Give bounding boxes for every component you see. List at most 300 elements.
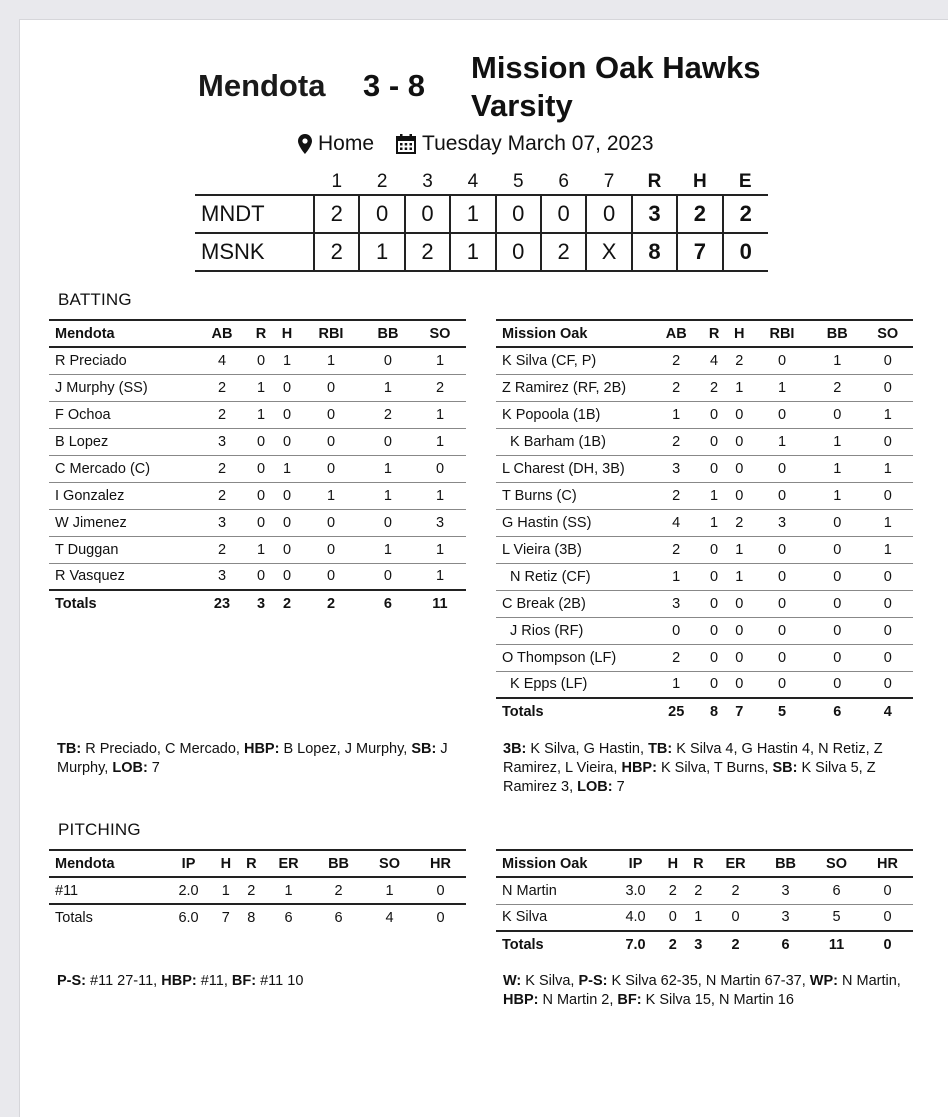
- note-label: WP:: [809, 973, 838, 989]
- totals-cell: 7: [727, 698, 752, 725]
- batting-row: [496, 374, 913, 401]
- stat-cell: 0: [752, 455, 812, 482]
- totals-row: [496, 698, 913, 725]
- totals-cell: 4: [364, 904, 415, 931]
- stat-cell: 1: [414, 428, 466, 455]
- totals-cell: 6: [760, 931, 811, 958]
- batting-row: [496, 617, 913, 644]
- final-score: 3 - 8: [363, 68, 426, 103]
- batting-row: [496, 347, 913, 374]
- stat-cell: 0: [752, 482, 812, 509]
- pitching-section-title: PITCHING: [58, 820, 141, 839]
- stat-cell: 0: [300, 509, 362, 536]
- col-header: RBI: [752, 320, 812, 347]
- note-label: TB:: [57, 741, 82, 757]
- game-date: Tuesday March 07, 2023: [422, 132, 654, 155]
- totals-label: Totals: [496, 698, 651, 725]
- pitching-row: [49, 877, 466, 904]
- totals-cell: 6: [812, 698, 862, 725]
- stat-cell: 0: [274, 401, 300, 428]
- home-team-name: Mission Oak Hawks Varsity: [471, 50, 761, 123]
- stat-cell: 0: [863, 644, 914, 671]
- player-name: L Charest (DH, 3B): [496, 455, 651, 482]
- totals-row: [496, 931, 913, 958]
- stat-cell: 1: [362, 374, 414, 401]
- totals-label: Totals: [49, 904, 164, 931]
- player-name: K Popoola (1B): [496, 401, 651, 428]
- totals-cell: 7.0: [611, 931, 660, 958]
- totals-cell: 8: [701, 698, 726, 725]
- stat-cell: 2: [651, 428, 701, 455]
- stat-cell: 2: [711, 877, 760, 904]
- stat-cell: 0: [701, 455, 726, 482]
- stat-cell: 4: [701, 347, 726, 374]
- stat-cell: 3: [760, 904, 811, 931]
- totals-cell: 23: [196, 590, 248, 617]
- batting-team-header: Mendota: [49, 320, 196, 347]
- away-team-name: Mendota: [198, 68, 326, 103]
- col-header: ER: [711, 850, 760, 877]
- col-header: BB: [362, 320, 414, 347]
- errors-header: E: [738, 170, 752, 192]
- col-header: AB: [651, 320, 701, 347]
- stat-cell: 1: [362, 455, 414, 482]
- stat-cell: 0: [812, 671, 862, 698]
- inning-score: 1: [450, 233, 495, 271]
- pitching-table-home: [496, 849, 913, 958]
- hits-header: H: [692, 170, 707, 192]
- stat-cell: 0: [701, 671, 726, 698]
- stat-cell: 1: [701, 509, 726, 536]
- stat-cell: 0: [752, 590, 812, 617]
- stat-cell: 0: [274, 482, 300, 509]
- col-header: BB: [760, 850, 811, 877]
- inning-header: 2: [376, 170, 388, 192]
- total-runs: 3: [632, 195, 677, 233]
- total-hits: 2: [677, 195, 722, 233]
- batting-header-row: [49, 320, 466, 347]
- batting-row: [49, 401, 466, 428]
- note-text: #11 10: [256, 973, 304, 989]
- stat-cell: 1: [727, 374, 752, 401]
- player-name: #11: [49, 877, 164, 904]
- stat-cell: 0: [752, 617, 812, 644]
- stat-cell: 0: [248, 509, 274, 536]
- col-header: BB: [313, 850, 364, 877]
- stat-cell: 3: [196, 563, 248, 590]
- col-header: H: [274, 320, 300, 347]
- stat-cell: 0: [274, 428, 300, 455]
- stat-cell: 0: [812, 563, 862, 590]
- stat-cell: 1: [686, 904, 712, 931]
- inning-score: X: [586, 233, 631, 271]
- player-name: K Silva: [496, 904, 611, 931]
- stat-cell: 0: [300, 374, 362, 401]
- stat-cell: 0: [248, 455, 274, 482]
- note-text: K Silva,: [521, 973, 579, 989]
- stat-cell: 0: [863, 590, 914, 617]
- batting-row: [49, 509, 466, 536]
- batting-row: [496, 671, 913, 698]
- player-name: K Epps (LF): [496, 671, 651, 698]
- stat-cell: 0: [752, 347, 812, 374]
- stat-cell: 0: [752, 401, 812, 428]
- totals-cell: 3: [686, 931, 712, 958]
- stat-cell: 0: [300, 563, 362, 590]
- note-label: BF:: [231, 973, 257, 989]
- player-name: I Gonzalez: [49, 482, 196, 509]
- totals-label: Totals: [496, 931, 611, 958]
- stat-cell: 1: [812, 482, 862, 509]
- stat-cell: 0: [727, 590, 752, 617]
- stat-cell: 2: [651, 536, 701, 563]
- stat-cell: 0: [300, 536, 362, 563]
- stat-cell: 1: [812, 455, 862, 482]
- note-label: LOB:: [577, 779, 613, 795]
- stat-cell: 0: [812, 401, 862, 428]
- stat-cell: 3: [196, 428, 248, 455]
- note-text: #11 27-11,: [86, 973, 162, 989]
- stat-cell: 2: [196, 482, 248, 509]
- stat-cell: 0: [812, 617, 862, 644]
- stat-cell: 1: [264, 877, 313, 904]
- stat-cell: 0: [863, 428, 914, 455]
- batting-notes-home: [503, 740, 913, 797]
- stat-cell: 1: [362, 482, 414, 509]
- stat-cell: 0: [362, 563, 414, 590]
- inning-score: 2: [405, 233, 450, 271]
- batting-row: [496, 509, 913, 536]
- stat-cell: 0: [812, 536, 862, 563]
- stat-cell: 0: [362, 428, 414, 455]
- pitching-team-header: Mission Oak: [496, 850, 611, 877]
- stat-cell: 1: [248, 401, 274, 428]
- col-header: SO: [811, 850, 862, 877]
- pitching-header-row: [496, 850, 913, 877]
- inning-header: 1: [331, 170, 343, 192]
- stat-cell: 0: [701, 536, 726, 563]
- note-text: K Silva 15, N Martin 16: [641, 992, 794, 1008]
- col-header: HR: [415, 850, 466, 877]
- stat-cell: 2: [651, 374, 701, 401]
- inning-header: 6: [558, 170, 569, 192]
- col-header: HR: [862, 850, 913, 877]
- stat-cell: 1: [651, 671, 701, 698]
- batting-row: [49, 455, 466, 482]
- inning-score: 0: [496, 233, 541, 271]
- calendar-icon: [396, 134, 416, 154]
- stat-cell: 2: [686, 877, 712, 904]
- game-location: Home: [318, 132, 375, 155]
- totals-cell: 2: [274, 590, 300, 617]
- pitching-row: [496, 904, 913, 931]
- total-hits: 7: [677, 233, 722, 271]
- inning-header: 3: [422, 170, 433, 192]
- note-text: 7: [147, 760, 160, 776]
- player-name: K Barham (1B): [496, 428, 651, 455]
- col-header: AB: [196, 320, 248, 347]
- stat-cell: 2: [701, 374, 726, 401]
- stat-cell: 1: [362, 536, 414, 563]
- stat-cell: 0: [248, 428, 274, 455]
- stat-cell: 0: [752, 644, 812, 671]
- pitching-notes-home: [503, 972, 918, 1010]
- stat-cell: 0: [752, 536, 812, 563]
- note-label: P-S:: [578, 973, 608, 989]
- inning-header: 7: [603, 170, 615, 192]
- stat-cell: 0: [701, 644, 726, 671]
- stat-cell: 2: [196, 536, 248, 563]
- totals-cell: 6: [264, 904, 313, 931]
- note-text: K Silva, T Burns,: [656, 760, 773, 776]
- stat-cell: 0: [752, 563, 812, 590]
- batting-notes-away: [57, 740, 467, 778]
- stat-cell: 3.0: [611, 877, 660, 904]
- stat-cell: 2: [651, 644, 701, 671]
- stat-cell: 1: [701, 482, 726, 509]
- stat-cell: 0: [727, 617, 752, 644]
- inning-header: 4: [467, 170, 479, 192]
- stat-cell: 6: [811, 877, 862, 904]
- game-meta: [298, 132, 654, 156]
- stat-cell: 2.0: [164, 877, 213, 904]
- stat-cell: 3: [752, 509, 812, 536]
- stat-cell: 0: [752, 671, 812, 698]
- batting-row: [496, 455, 913, 482]
- totals-cell: 8: [239, 904, 265, 931]
- col-header: R: [701, 320, 726, 347]
- stat-cell: 0: [863, 482, 914, 509]
- stat-cell: 0: [362, 347, 414, 374]
- stat-cell: 2: [651, 347, 701, 374]
- linescore-team: MSNK: [195, 233, 314, 271]
- stat-cell: 0: [812, 590, 862, 617]
- stat-cell: 0: [727, 644, 752, 671]
- stat-cell: 4: [651, 509, 701, 536]
- stat-cell: 1: [274, 347, 300, 374]
- inning-score: 0: [586, 195, 631, 233]
- stat-cell: 2: [313, 877, 364, 904]
- stat-cell: 0: [727, 482, 752, 509]
- inning-score: 0: [541, 195, 586, 233]
- stat-cell: 1: [863, 536, 914, 563]
- inning-score: 0: [405, 195, 450, 233]
- note-text: #11,: [196, 973, 232, 989]
- stat-cell: 3: [196, 509, 248, 536]
- batting-row: [49, 428, 466, 455]
- stat-cell: 1: [213, 877, 239, 904]
- batting-row: [496, 590, 913, 617]
- player-name: B Lopez: [49, 428, 196, 455]
- stat-cell: 0: [863, 563, 914, 590]
- total-errors: 2: [723, 195, 768, 233]
- note-text: J Murphy,: [57, 741, 448, 776]
- stat-cell: 0: [248, 482, 274, 509]
- col-header: SO: [414, 320, 466, 347]
- batting-row: [496, 428, 913, 455]
- batting-row: [49, 374, 466, 401]
- note-text: K Silva 62-35, N Martin 67-37,: [607, 973, 810, 989]
- col-header: IP: [164, 850, 213, 877]
- linescore-row-away: [195, 195, 768, 233]
- note-text: N Martin,: [837, 973, 901, 989]
- stat-cell: 1: [414, 482, 466, 509]
- totals-cell: 6: [313, 904, 364, 931]
- stat-cell: 1: [274, 455, 300, 482]
- totals-cell: 11: [414, 590, 466, 617]
- batting-section-title: BATTING: [58, 290, 132, 309]
- stat-cell: 0: [274, 536, 300, 563]
- stat-cell: 1: [727, 536, 752, 563]
- stat-cell: 0: [862, 904, 913, 931]
- totals-cell: 0: [862, 931, 913, 958]
- stat-cell: 0: [812, 509, 862, 536]
- totals-cell: 2: [300, 590, 362, 617]
- note-label: P-S:: [57, 973, 86, 989]
- player-name: T Burns (C): [496, 482, 651, 509]
- player-name: C Mercado (C): [49, 455, 196, 482]
- col-header: R: [686, 850, 712, 877]
- stat-cell: 2: [414, 374, 466, 401]
- total-runs: 8: [632, 233, 677, 271]
- note-text: K Silva 4, G Hastin 4, N Retiz, Z Ramirez, L Vieira,: [503, 741, 883, 776]
- stat-cell: 1: [727, 563, 752, 590]
- stat-cell: 0: [727, 671, 752, 698]
- player-name: C Break (2B): [496, 590, 651, 617]
- linescore-corner: [195, 169, 314, 195]
- stat-cell: 0: [701, 563, 726, 590]
- stat-cell: 0: [727, 455, 752, 482]
- stat-cell: 3: [414, 509, 466, 536]
- pitching-notes-away: [57, 972, 467, 991]
- stat-cell: 1: [414, 536, 466, 563]
- batting-row: [49, 347, 466, 374]
- totals-cell: 2: [660, 931, 686, 958]
- totals-row: [49, 590, 466, 617]
- note-label: LOB:: [112, 760, 148, 776]
- runs-header: R: [647, 170, 662, 192]
- pitching-table-away: [49, 849, 466, 931]
- note-text: K Silva 5, Z Ramirez 3,: [503, 760, 876, 795]
- totals-cell: 6.0: [164, 904, 213, 931]
- stat-cell: 1: [863, 455, 914, 482]
- player-name: T Duggan: [49, 536, 196, 563]
- stat-cell: 0: [863, 347, 914, 374]
- batting-row: [496, 482, 913, 509]
- note-label: W:: [503, 973, 522, 989]
- player-name: Z Ramirez (RF, 2B): [496, 374, 651, 401]
- stat-cell: 1: [752, 374, 812, 401]
- totals-cell: 2: [711, 931, 760, 958]
- stat-cell: 1: [863, 509, 914, 536]
- totals-cell: 5: [752, 698, 812, 725]
- note-label: SB:: [411, 741, 437, 757]
- note-label: HBP:: [243, 741, 280, 757]
- col-header: SO: [863, 320, 914, 347]
- stat-cell: 4.0: [611, 904, 660, 931]
- totals-cell: 4: [863, 698, 914, 725]
- player-name: F Ochoa: [49, 401, 196, 428]
- stat-cell: 0: [300, 428, 362, 455]
- stat-cell: 3: [760, 877, 811, 904]
- note-text: R Preciado, C Mercado,: [81, 741, 244, 757]
- stat-cell: 2: [362, 401, 414, 428]
- stat-cell: 2: [196, 401, 248, 428]
- batting-row: [49, 563, 466, 590]
- total-errors: 0: [723, 233, 768, 271]
- stat-cell: 1: [300, 482, 362, 509]
- box-score-sheet: [19, 19, 948, 1117]
- player-name: G Hastin (SS): [496, 509, 651, 536]
- stat-cell: 1: [863, 401, 914, 428]
- stat-cell: 0: [248, 563, 274, 590]
- stat-cell: 0: [651, 617, 701, 644]
- stat-cell: 0: [862, 877, 913, 904]
- stat-cell: 2: [651, 482, 701, 509]
- stat-cell: 2: [660, 877, 686, 904]
- inning-score: 0: [496, 195, 541, 233]
- pitching-header-row: [49, 850, 466, 877]
- batting-row: [496, 536, 913, 563]
- stat-cell: 1: [414, 347, 466, 374]
- col-header: R: [239, 850, 265, 877]
- stat-cell: 0: [274, 509, 300, 536]
- stat-cell: 2: [727, 509, 752, 536]
- stat-cell: 2: [196, 374, 248, 401]
- stat-cell: 0: [274, 374, 300, 401]
- col-header: RBI: [300, 320, 362, 347]
- stat-cell: 3: [651, 590, 701, 617]
- linescore-team: MNDT: [195, 195, 314, 233]
- stat-cell: 0: [701, 401, 726, 428]
- inning-score: 2: [314, 233, 359, 271]
- batting-header-row: [496, 320, 913, 347]
- stat-cell: 0: [414, 455, 466, 482]
- note-label: BF:: [617, 992, 642, 1008]
- note-text: 7: [612, 779, 625, 795]
- col-header: H: [213, 850, 239, 877]
- note-text: B Lopez, J Murphy,: [279, 741, 412, 757]
- linescore-table: [195, 169, 768, 272]
- player-name: J Rios (RF): [496, 617, 651, 644]
- stat-cell: 0: [863, 671, 914, 698]
- inning-score: 1: [359, 233, 404, 271]
- col-header: ER: [264, 850, 313, 877]
- inning-score: 2: [541, 233, 586, 271]
- stat-cell: 5: [811, 904, 862, 931]
- stat-cell: 1: [812, 347, 862, 374]
- col-header: BB: [812, 320, 862, 347]
- stat-cell: 0: [248, 347, 274, 374]
- player-name: K Silva (CF, P): [496, 347, 651, 374]
- pitching-team-header: Mendota: [49, 850, 164, 877]
- stat-cell: 0: [274, 563, 300, 590]
- col-header: SO: [364, 850, 415, 877]
- player-name: J Murphy (SS): [49, 374, 196, 401]
- stat-cell: 1: [248, 536, 274, 563]
- stat-cell: 3: [651, 455, 701, 482]
- totals-cell: 6: [362, 590, 414, 617]
- batting-row: [496, 644, 913, 671]
- stat-cell: 1: [414, 401, 466, 428]
- batting-table-home: [496, 319, 913, 725]
- linescore-row-home: [195, 233, 768, 271]
- note-text: N Martin 2,: [538, 992, 618, 1008]
- player-name: N Retiz (CF): [496, 563, 651, 590]
- stat-cell: 1: [651, 563, 701, 590]
- totals-cell: 0: [415, 904, 466, 931]
- stat-cell: 0: [727, 428, 752, 455]
